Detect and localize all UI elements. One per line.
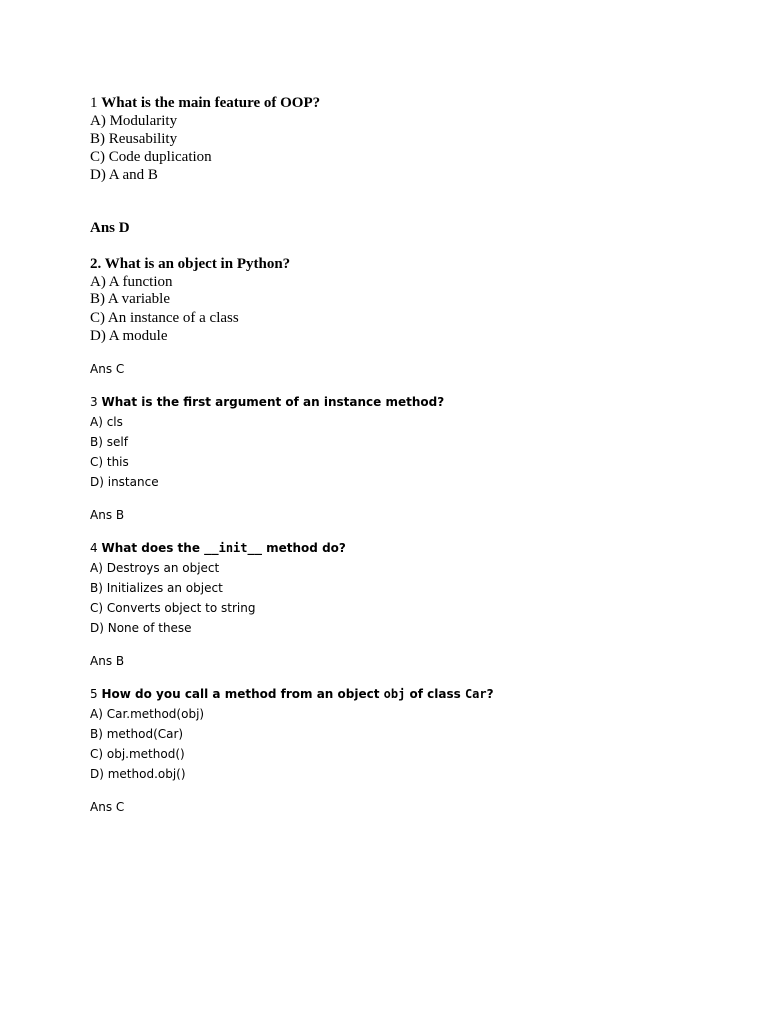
option-d: D) method.obj() xyxy=(90,767,186,781)
answer-1: Ans D xyxy=(90,220,130,236)
code-init: __init__ xyxy=(204,541,262,555)
option-a: A) Destroys an object xyxy=(90,561,220,575)
option-d: D) A module xyxy=(90,328,168,344)
question-text: What is the main feature of OOP? xyxy=(101,95,321,111)
option-b: B) A variable xyxy=(90,291,170,307)
question-number: 5 xyxy=(90,687,98,701)
option-a: A) cls xyxy=(90,415,123,429)
option-c: C) obj.method() xyxy=(90,747,185,761)
question-number: 3 xyxy=(90,395,98,409)
question-text-middle: of class xyxy=(405,687,465,701)
question-text-end: method do? xyxy=(261,541,346,555)
option-b: B) method(Car) xyxy=(90,727,184,741)
option-b: B) self xyxy=(90,435,128,449)
option-c: C) this xyxy=(90,455,129,469)
answer-3: Ans B xyxy=(90,508,125,522)
answer-5: Ans C xyxy=(90,800,125,814)
code-obj: obj xyxy=(383,687,406,701)
option-d: D) None of these xyxy=(90,621,192,635)
code-car: Car xyxy=(464,687,487,701)
option-d: D) instance xyxy=(90,475,159,489)
option-c: C) Code duplication xyxy=(90,149,212,165)
question-text-start: How do you call a method from an object xyxy=(101,687,384,701)
answer-2: Ans C xyxy=(90,362,125,376)
answer-4: Ans B xyxy=(90,654,125,668)
question-number: 4 xyxy=(90,541,98,555)
option-b: B) Reusability xyxy=(90,131,178,147)
option-d: D) A and B xyxy=(90,167,158,183)
option-a: A) Modularity xyxy=(90,113,178,129)
option-b: B) Initializes an object xyxy=(90,581,223,595)
question-text-start: What does the xyxy=(101,541,205,555)
question-4 xyxy=(90,541,346,556)
question-5 xyxy=(90,687,494,702)
question-text: What is the first argument of an instance method? xyxy=(101,395,445,409)
question-2: 2. What is an object in Python? xyxy=(90,256,291,272)
option-c: C) An instance of a class xyxy=(90,310,239,326)
question-1 xyxy=(90,94,320,112)
question-3 xyxy=(90,395,444,410)
question-text-end: ? xyxy=(486,687,494,701)
option-a: A) Car.method(obj) xyxy=(90,707,205,721)
question-number: 1 xyxy=(90,95,98,111)
option-c: C) Converts object to string xyxy=(90,601,256,615)
option-a: A) A function xyxy=(90,274,173,290)
